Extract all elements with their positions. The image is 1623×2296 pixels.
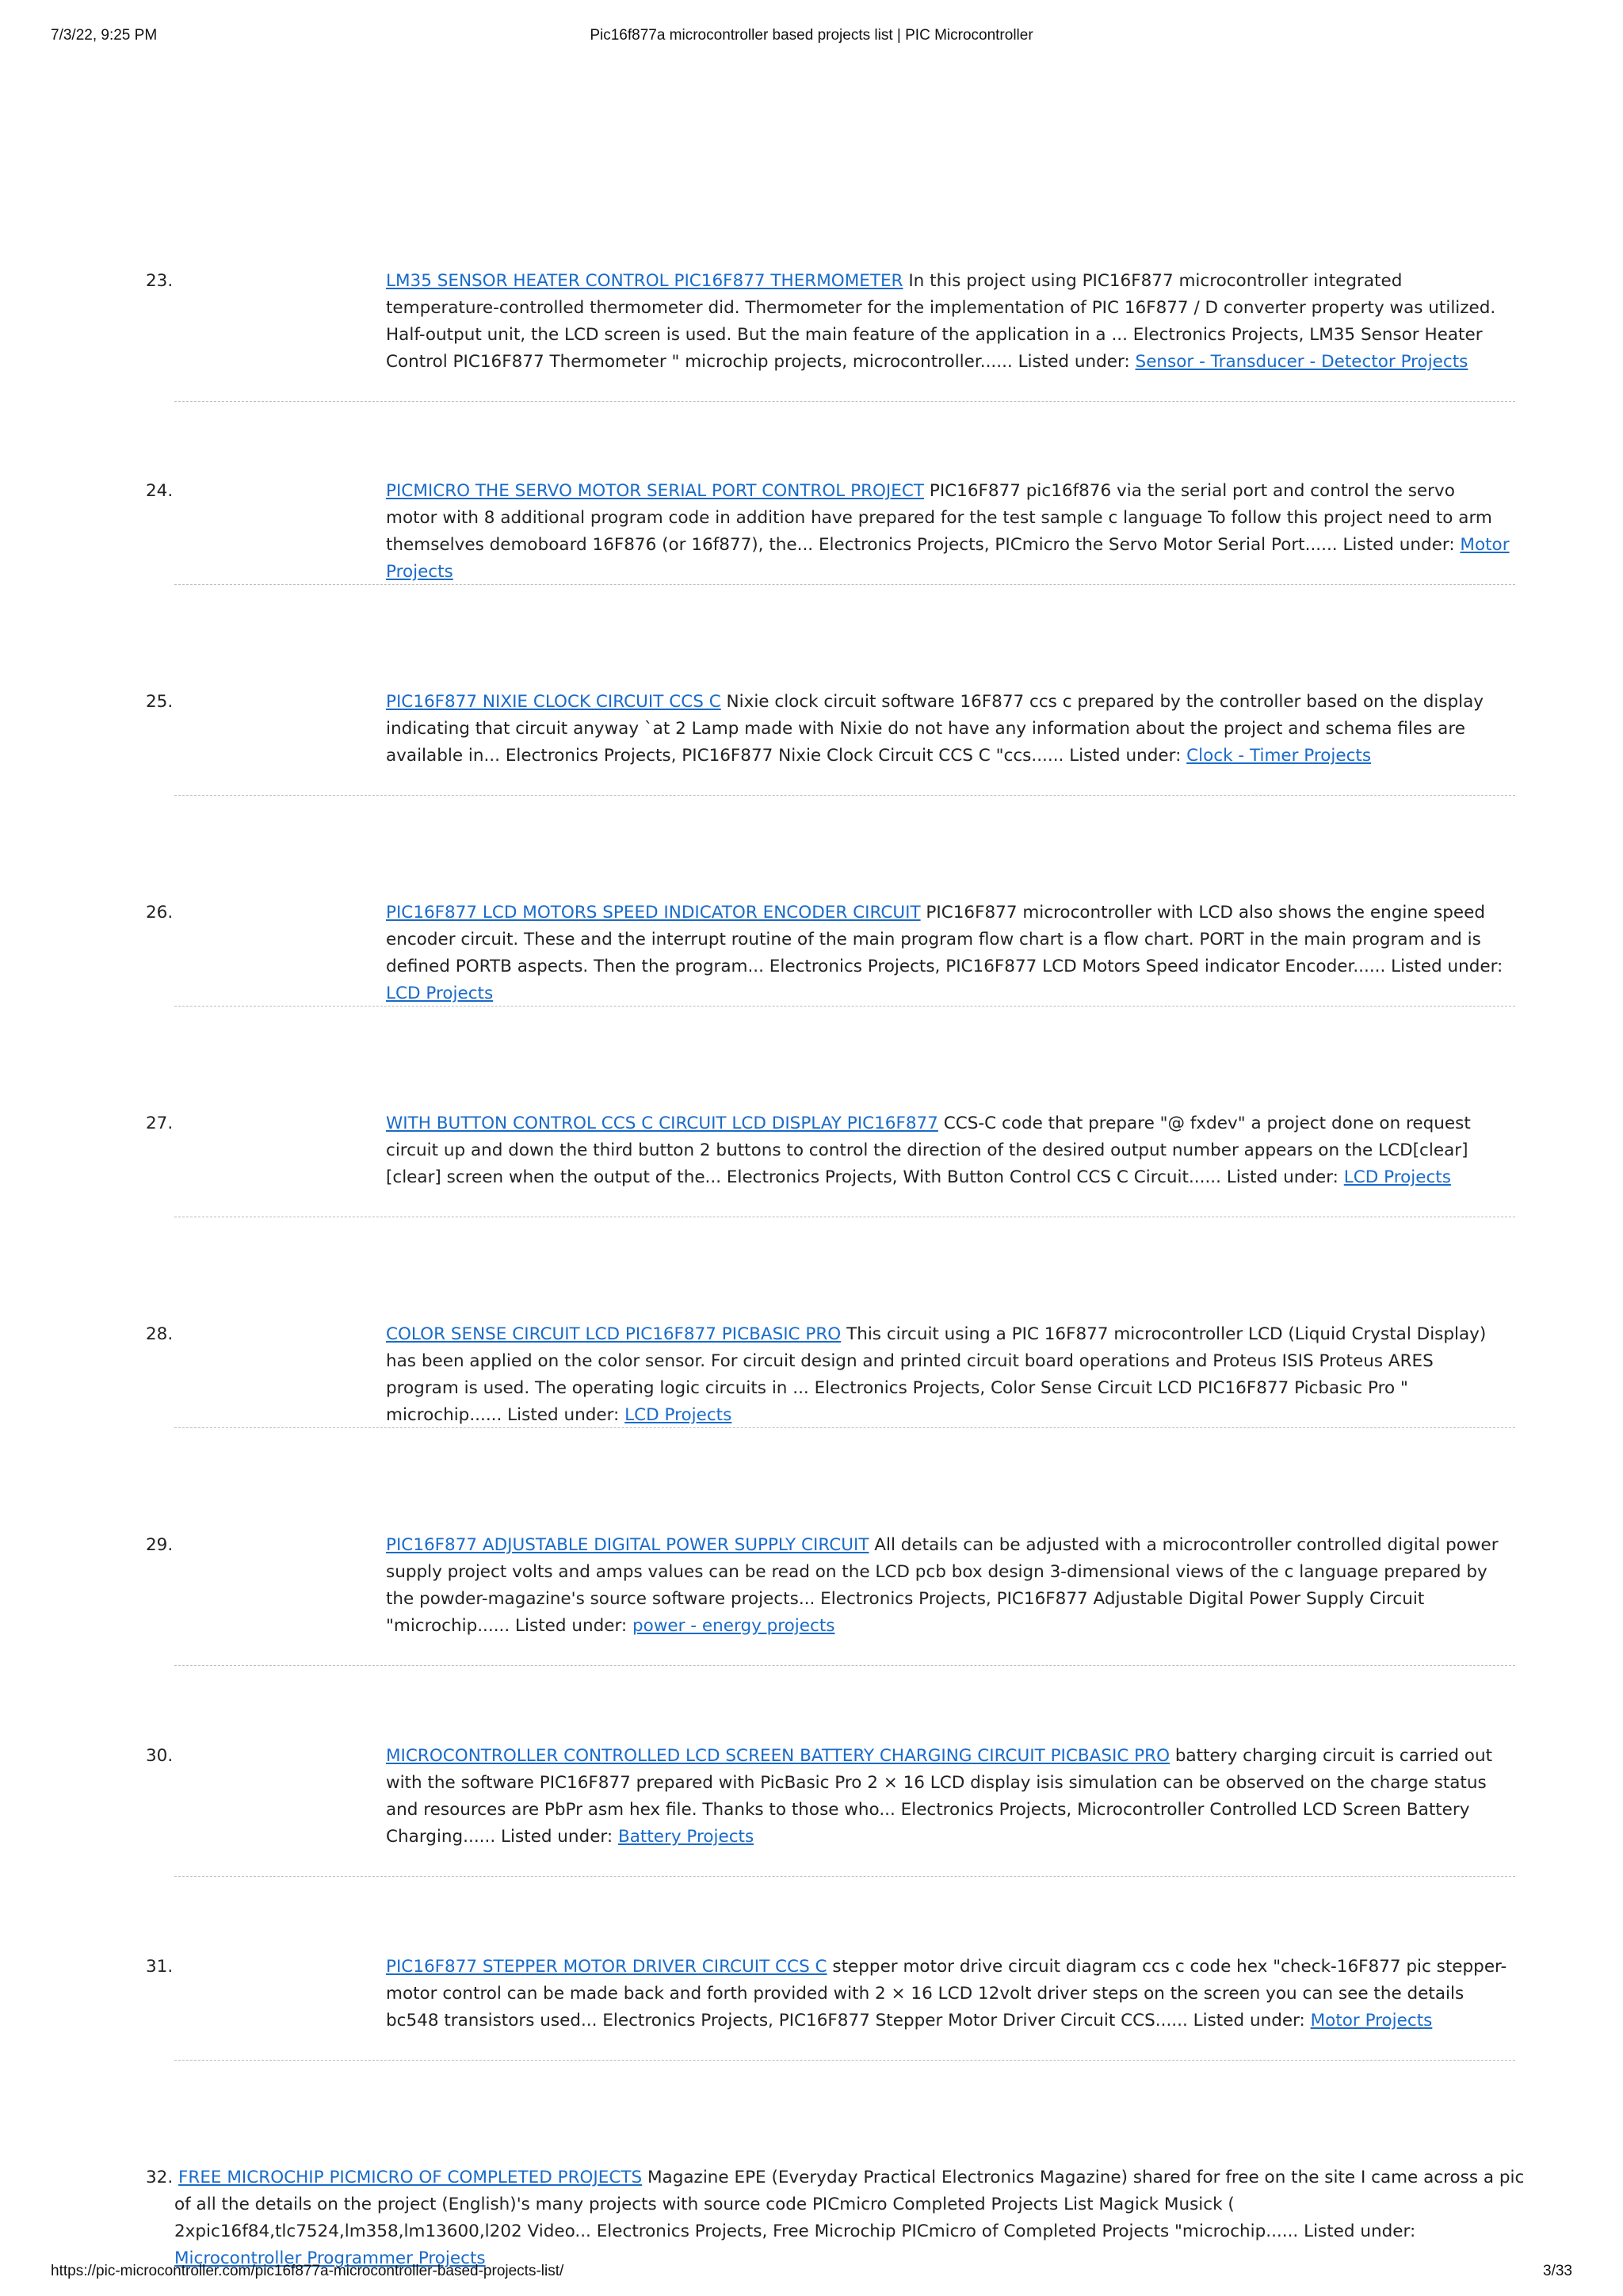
category-link[interactable]: Microcontroller Programmer Projects [174, 2248, 486, 2268]
project-title-link[interactable]: LM35 SENSOR HEATER CONTROL PIC16F877 THERMOMETER [386, 271, 903, 291]
item-divider [174, 1006, 1515, 1007]
category-link[interactable]: Motor Projects [386, 535, 1510, 582]
project-title-link[interactable]: WITH BUTTON CONTROL CCS C CIRCUIT LCD DISPLAY PIC16F877 [386, 1114, 938, 1133]
item-body [386, 268, 1511, 376]
project-title-link[interactable]: FREE MICROCHIP PICMICRO OF COMPLETED PROJECTS [178, 2168, 643, 2187]
item-divider [174, 1427, 1515, 1428]
project-title-link[interactable]: PIC16F877 STEPPER MOTOR DRIVER CIRCUIT CCS C [386, 1957, 827, 1977]
item-body [386, 1532, 1511, 1640]
item-divider [174, 401, 1515, 402]
item-body [386, 478, 1511, 586]
item-body [386, 1954, 1511, 2034]
print-footer [51, 2263, 1572, 2285]
category-link[interactable]: Sensor - Transducer - Detector Projects [1135, 352, 1468, 372]
item-number: 24. [146, 481, 174, 501]
project-title-link[interactable]: MICROCONTROLLER CONTROLLED LCD SCREEN BATTERY CHARGING CIRCUIT PICBASIC PRO [386, 1746, 1170, 1766]
project-description: This circuit using a PIC 16F877 microcontroller LCD (Liquid Crystal Display) has been applied on the color sensor. For circuit design and printed circuit board operations and Proteus ISIS Proteus ARES program is used. The operating logic circuits in ... Electronics Projects, Color Sense Circuit LCD PIC16F877 Picbasic Pro " microchip...... Listed under: [386, 1324, 1487, 1425]
project-description: PIC16F877 pic16f876 via the serial port and control the servo motor with 8 additional program code in addition have prepared for the test sample c language To follow this project need to arm themselves demoboard 16F876 (or 16f877), the... Electronics Projects, PICmicro the Servo Motor Serial Port...... Listed under: [386, 481, 1492, 555]
item-number: 30. [146, 1746, 174, 1766]
item-divider [174, 1876, 1515, 1877]
item-number: 31. [146, 1957, 174, 1977]
category-link[interactable]: LCD Projects [1343, 1167, 1451, 1187]
project-title-link[interactable]: COLOR SENSE CIRCUIT LCD PIC16F877 PICBASIC PRO [386, 1324, 842, 1344]
item-divider [174, 2060, 1515, 2061]
project-description: Magazine EPE (Everyday Practical Electronics Magazine) shared for free on the site I came across a pic of all the details on the project (English)'s many projects with source code PICmicro Completed Projects List Magick Musick ( 2xpic16f84,tlc7524,lm358,lm13600,l202 Video... Electronics Projects, Free Microchip PICmicro of Completed Projects "microchip...... Listed under: [174, 2168, 1525, 2241]
item-number: 25. [146, 692, 174, 712]
project-title-link[interactable]: PICMICRO THE SERVO MOTOR SERIAL PORT CONTROL PROJECT [386, 481, 925, 501]
project-title-link[interactable]: PIC16F877 LCD MOTORS SPEED INDICATOR ENCODER CIRCUIT [386, 903, 921, 923]
item-body [386, 1743, 1511, 1851]
item-body [386, 689, 1511, 770]
project-description: stepper motor drive circuit diagram ccs c code hex "check-16F877 pic stepper-motor control can be made back and forth provided with 2 × 16 LCD 12volt driver steps on the screen you can see the details bc548 transistors used... Electronics Projects, PIC16F877 Stepper Motor Driver Circuit CCS...... Listed under: [386, 1957, 1507, 2030]
print-header [51, 27, 1572, 49]
project-description: All details can be adjusted with a microcontroller controlled digital power supply project volts and amps values can be read on the LCD pcb box design 3-dimensional views of the c language prepared by the powder-magazine's source software projects... Electronics Projects, PIC16F877 Adjustable Digital Power Supply Circuit "microchip...... Listed under: [386, 1535, 1499, 1636]
project-description: In this project using PIC16F877 microcontroller integrated temperature-controlled thermometer did. Thermometer for the implementation of PIC 16F877 / D converter property was utilized. Half-output unit, the LCD screen is used. But the main feature of the application in a ... Electronics Projects, LM35 Sensor Heater Control PIC16F877 Thermometer " microchip projects, microcontroller...... Listed under: [386, 271, 1496, 372]
project-description: Nixie clock circuit software 16F877 ccs c prepared by the controller based on the display indicating that circuit anyway `at 2 Lamp made with Nixie do not have any information about the project and schema files are available in... Electronics Projects, PIC16F877 Nixie Clock Circuit CCS C "ccs...... Listed under: [386, 692, 1484, 766]
project-description: PIC16F877 microcontroller with LCD also shows the engine speed encoder circuit. These and the interrupt routine of the main program flow chart is a flow chart. PORT in the main program and is defined PORTB aspects. Then the program... Electronics Projects, PIC16F877 LCD Motors Speed indicator Encoder...... Listed under: [386, 903, 1503, 976]
print-date: 7/3/22, 9:25 PM [51, 27, 158, 44]
category-link[interactable]: power - energy projects [632, 1616, 835, 1636]
item-number: 32. [146, 2168, 174, 2187]
item-number: 23. [146, 271, 174, 291]
item-body [386, 1321, 1511, 1429]
category-link[interactable]: LCD Projects [624, 1405, 732, 1425]
item-number: 27. [146, 1114, 174, 1133]
item-body [386, 1110, 1511, 1191]
category-link[interactable]: LCD Projects [386, 984, 494, 1003]
item-divider [174, 1665, 1515, 1666]
category-link[interactable]: Motor Projects [1310, 2011, 1433, 2030]
project-description: CCS-C code that prepare "@ fxdev" a project done on request circuit up and down the third button 2 buttons to control the direction of the desired output number appears on the LCD[clear][clear] screen when the output of the... Electronics Projects, With Button Control CCS C Circuit...... Listed under: [386, 1114, 1471, 1187]
project-description: battery charging circuit is carried out with the software PIC16F877 prepared with PicBasic Pro 2 × 16 LCD display isis simulation can be observed on the charge status and resources are PbPr asm hex file. Thanks to those who... Electronics Projects, Microcontroller Controlled LCD Screen Battery Charging...... Listed under: [386, 1746, 1493, 1847]
item-number: 28. [146, 1324, 174, 1344]
item-divider [174, 584, 1515, 585]
document-title: Pic16f877a microcontroller based projects list | PIC Microcontroller [590, 27, 1033, 44]
item-number: 26. [146, 903, 174, 923]
category-link[interactable]: Battery Projects [617, 1827, 754, 1847]
project-title-link[interactable]: PIC16F877 ADJUSTABLE DIGITAL POWER SUPPLY CIRCUIT [386, 1535, 869, 1555]
category-link[interactable]: Clock - Timer Projects [1186, 746, 1372, 766]
item-number: 29. [146, 1535, 174, 1555]
item-body [386, 900, 1511, 1007]
item-body [146, 2164, 1541, 2272]
page-url: https://pic-microcontroller.com/pic16f877a-microcontroller-based-projects-list/ [51, 2263, 564, 2279]
page-number: 3/33 [1543, 2263, 1572, 2279]
item-divider [174, 795, 1515, 796]
project-title-link[interactable]: PIC16F877 NIXIE CLOCK CIRCUIT CCS C [386, 692, 721, 712]
